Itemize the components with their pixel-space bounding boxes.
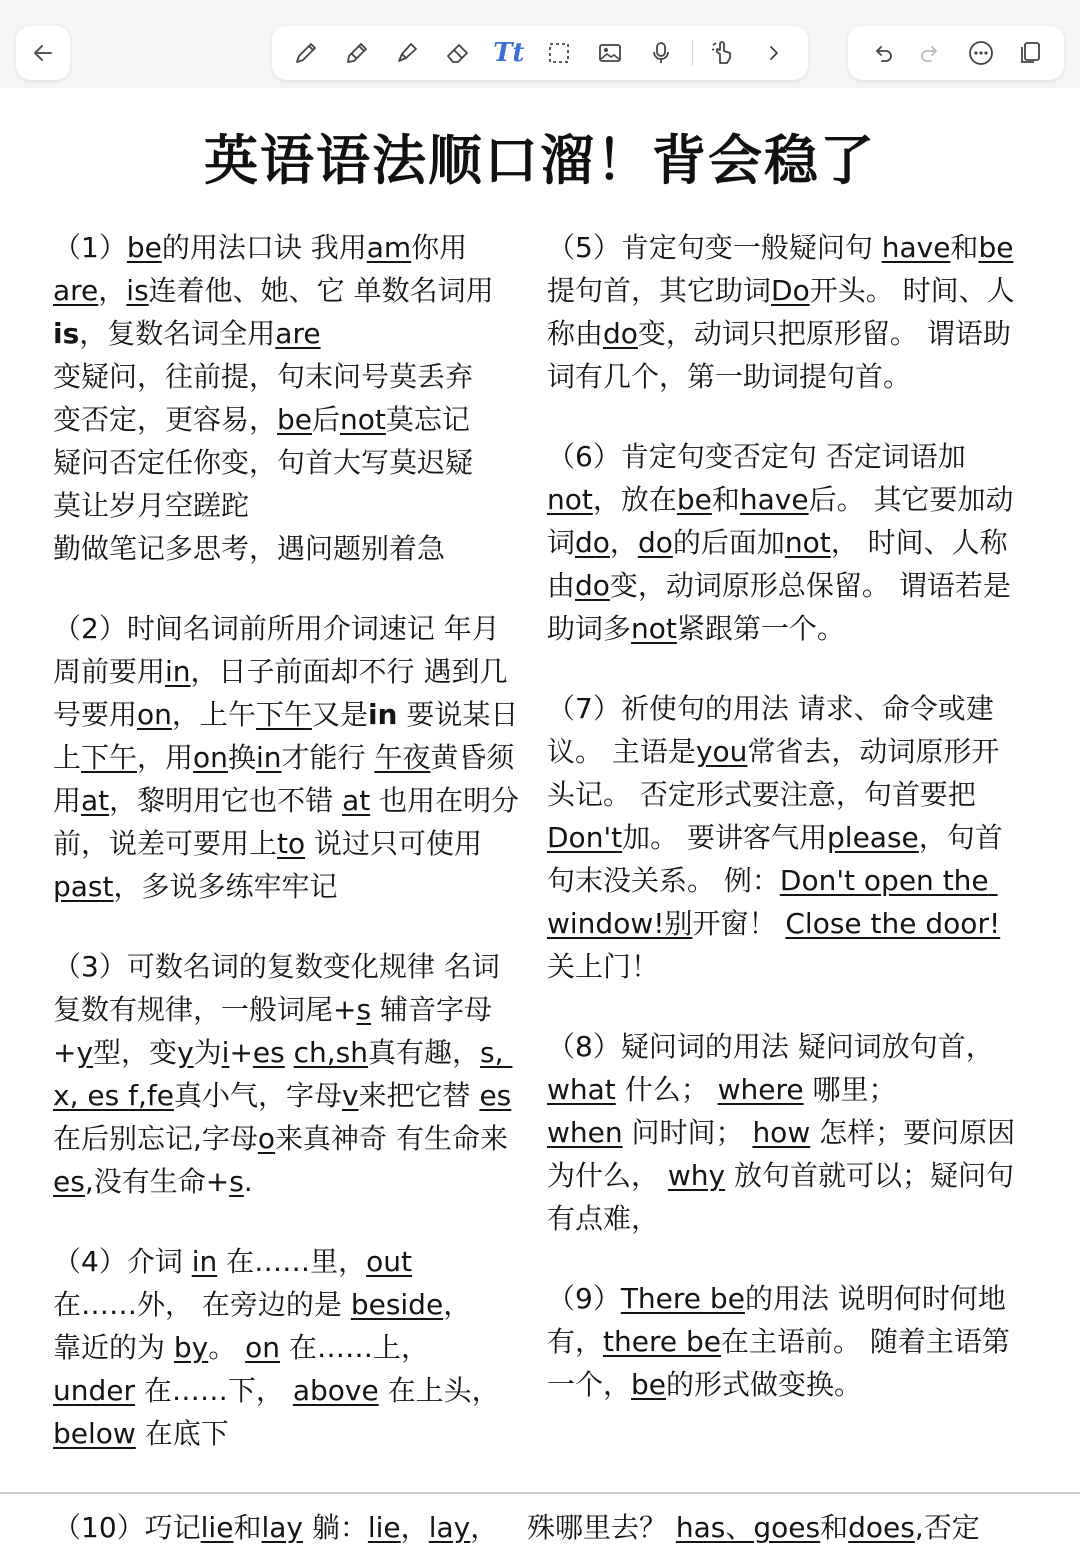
highlighter-tool-button[interactable] [387, 33, 427, 73]
section-7: （7）祈使句的用法 请求、命令或建议。 主语是you常省去，动词原形开头记。 否定形式要注意，句首要把Don't加。 要讲客气用please，句首句末没关系。 例：Don't open the window!别开窗！ Close the door! 关上门！ [547, 692, 1010, 983]
more-tools-button[interactable] [754, 33, 794, 73]
highlighter-icon [393, 39, 421, 67]
section-6: （6）肯定句变否定句 否定词语加not，放在be和have后。 其它要加动词do，do的后面加not， 时间、人称由do变，动词原形总保留。 谓语若是助词多not紧跟第一个。 [547, 440, 1014, 645]
more-options-button[interactable] [961, 33, 1001, 73]
undo-button[interactable] [862, 33, 902, 73]
image-icon [596, 39, 624, 67]
back-button[interactable] [16, 26, 70, 80]
text-tool-button[interactable] [489, 33, 529, 73]
pages-button[interactable] [1010, 33, 1050, 73]
lasso-tool-button[interactable] [539, 33, 579, 73]
finger-draw-button[interactable] [703, 33, 743, 73]
right-column [547, 226, 1017, 1443]
chevron-right-icon [760, 39, 788, 67]
image-tool-button[interactable] [590, 33, 630, 73]
section-4: （4）介词 in 在……里，out 在……外， 在旁边的是 beside， 靠近的为 by。 on 在……上， under 在……下， above 在上头， below 在底下 [53, 1245, 500, 1450]
top-toolbar [0, 0, 1080, 88]
section-9: （9）There be的用法 说明何时何地有，there be在主语前。 随着主语第一个，be的形式做变换。 [547, 1282, 1010, 1401]
more-icon [967, 39, 995, 67]
section-2: （2）时间名词前所用介词速记 年月周前要用in，日子前面却不行 遇到几号要用on，上午下午又是in 要说某日上下午，用on换in才能行 午夜黄昏须用at，黎明用它也不错 at 也用在明分前，说差可要用上to 说过只可使用past，多说多练牢牢记 [53, 612, 520, 903]
history-controls [848, 26, 1064, 80]
page-title: 英语语法顺口溜！背会稳了 [204, 129, 876, 192]
redo-icon [917, 39, 945, 67]
finger-draw-icon [709, 39, 737, 67]
fountain-pen-icon [343, 39, 371, 67]
section-5: （5）肯定句变一般疑问句 have和be提句首，其它助词Do开头。 时间、人称由do变，动词只把原形留。 谓语助词有几个，第一助词提句首。 [547, 231, 1015, 393]
left-column [53, 226, 523, 1492]
pages-icon [1016, 39, 1044, 67]
section-3: （3）可数名词的复数变化规律 名词复数有规律，一般词尾+s 辅音字母+y型，变y为i+es ch,sh真有趣，s, x, es f,fe真小气，字母v来把它替 es在后别忘记,字母o来真神奇 有生命来es,没有生命+s. [53, 950, 513, 1198]
undo-icon [868, 39, 896, 67]
pen-tool-button[interactable] [286, 33, 326, 73]
text-icon: Tt [493, 38, 525, 68]
eraser-icon [444, 39, 472, 67]
section-1: （1）be的用法口诀 我用am你用 are，is连着他、她、它 单数名词用is，复数名词全用are 变疑问，往前提，句末问号莫丢弃 变否定，更容易，be后not莫忘记 疑问否定任你变，句首大写莫迟疑 莫让岁月空蹉跎 勤做笔记多思考，遇问题别着急 [53, 231, 494, 565]
note-page[interactable] [0, 88, 1080, 1492]
section-8: （8）疑问词的用法 疑问词放句首，what 什么； where 哪里； when 问时间； how 怎样；要问原因为什么， why 放句首就可以；疑问句有点难， [547, 1030, 1016, 1235]
section-10-heading: （10）巧记lie和lay 躺：lie，lay， [53, 1511, 499, 1544]
section-11-fragment: 殊哪里去？ has、goes和does,否定 [527, 1511, 980, 1544]
pen-icon [292, 39, 320, 67]
eraser-tool-button[interactable] [438, 33, 478, 73]
redo-button[interactable] [911, 33, 951, 73]
lasso-icon [545, 39, 573, 67]
tool-palette [272, 26, 808, 80]
microphone-tool-button[interactable] [641, 33, 681, 73]
next-page[interactable] [0, 1494, 1080, 1554]
toolbar-separator [692, 40, 693, 66]
microphone-icon [647, 39, 675, 67]
fountain-pen-tool-button[interactable] [337, 33, 377, 73]
back-arrow-icon [30, 40, 56, 66]
